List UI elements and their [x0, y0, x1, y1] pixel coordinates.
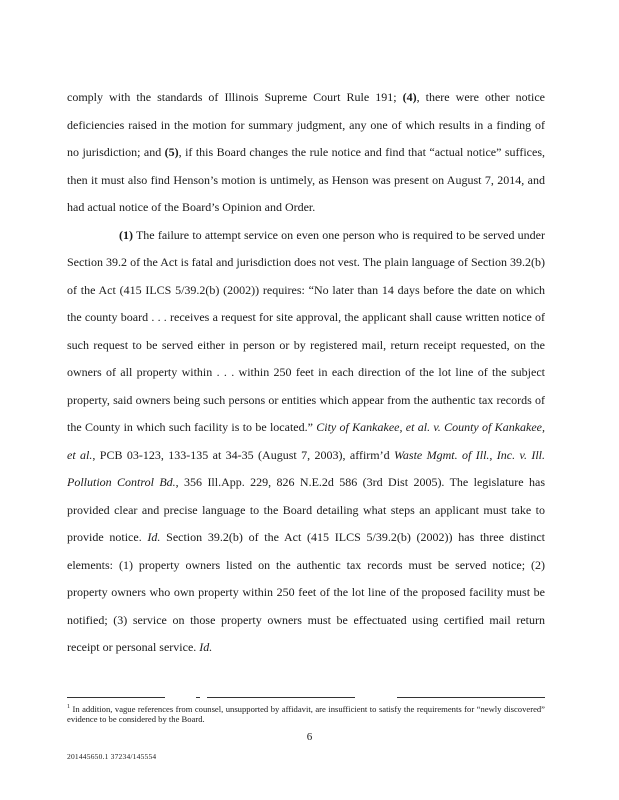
document-id: 201445650.1 37234/145554 — [67, 752, 157, 761]
case-citation-waste-mgmt: Waste Mgmt. of Ill., Inc. v. Ill. Pollution Control Bd. — [67, 447, 545, 489]
enumerator-5: (5) — [164, 145, 179, 159]
case-citation-kankakee: City of Kankakee, et al. v. County of Kankakee, et al. — [67, 420, 545, 462]
page-number: 6 — [306, 731, 313, 743]
body-text — [67, 84, 545, 662]
separator-rule-right — [397, 697, 545, 698]
footnote-text: In addition, vague references from counsel, unsupported by affidavit, are insufficient to satisfy the requirements for “newly discovered” evidence to be considered by the Board. — [67, 704, 545, 724]
separator-rule-dot — [196, 697, 200, 698]
footnote-marker: 1 — [67, 704, 70, 711]
footnote — [67, 704, 545, 724]
paragraph-continuation: comply with the standards of Illinois Supreme Court Rule 191; (4), there were other notice deficiencies raised in the motion for summary judgment, any one of which results in a finding of no jurisdiction; and (5), if this Board changes the rule notice and find that “actual notice” suffices, then it must also find Henson’s motion is untimely, as Henson was present on August 7, 2014, and had actual notice of the Board’s Opinion and Order. — [67, 90, 546, 214]
separator-rule-middle — [207, 697, 355, 698]
citation-id: Id. — [147, 530, 161, 544]
paragraph-service-failure: (1) The failure to attempt service on even one person who is required to be served under Section 39.2 of the Act is fatal and jurisdiction does not vest. The plain language of Section 39.2(b) of the Act (415 ILCS 5/39.2(b) (2002)) requires: “No later than 14 days before the date on which the county board . . . receives a request for site approval, the applicant shall cause written notice of such request to be served either in person or by registered mail, return receipt requested, on the owners of all property within . . . within 250 feet in each direction of the lot line of the subject property, said owners being such persons or entities which appear from the authentic tax records of the County in which such facility is to be located.” City of Kankakee, et al. v. County of Kankakee, et al., PCB 03-123, 133-135 at 34-35 (August 7, 2003), affirm’d Waste Mgmt. of Ill., Inc. v. Ill. Pollution Control Bd., 356 Ill.App. 229, 826 N.E.2d 586 (3rd Dist 2005). The legislature has provided clear and precise language to the Board detailing what steps an applicant must take to provide notice. Id. Section 39.2(b) of the Act (415 ILCS 5/39.2(b) (2002)) has three distinct elements: (1) property owners listed on the authentic tax records must be served notice; (2) property owners who own property within 250 feet of the lot line of the proposed facility must be notified; (3) service on those property owners must be effectuated using certified mail return receipt or personal service. Id. — [67, 227, 545, 654]
footnote-separator — [67, 697, 545, 698]
enumerator-4: (4) — [402, 90, 417, 104]
citation-id-final: Id. — [199, 640, 213, 654]
separator-rule-left — [67, 697, 165, 698]
enumerator-1: (1) — [119, 227, 133, 242]
